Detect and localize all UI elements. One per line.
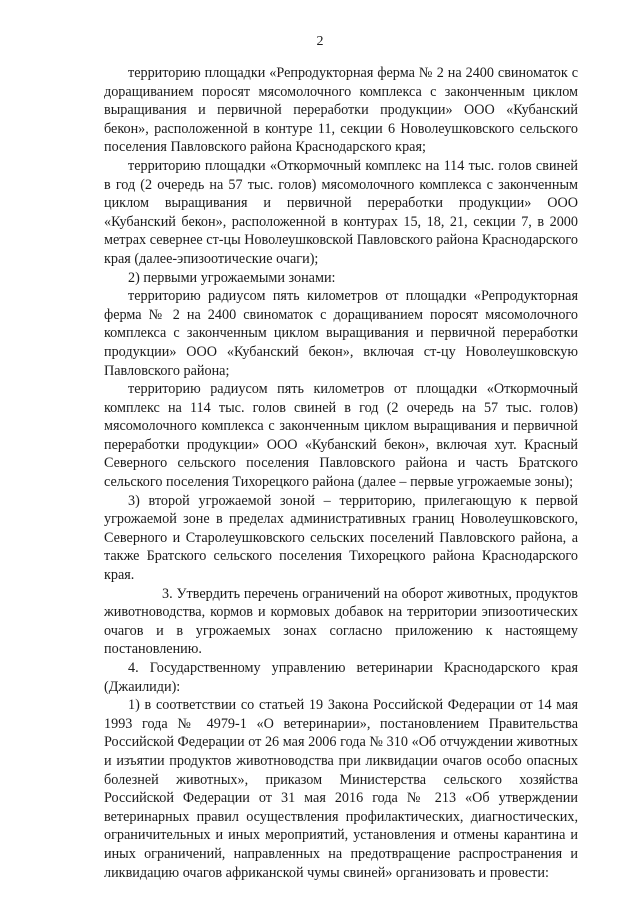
paragraph-item-4-veterinary-department: 4. Государственному управлению ветеринарии Краснодарского края (Джаилиди):: [104, 660, 578, 695]
paragraph-first-zone-fattening: территорию радиусом пять километров от площадки «Откормочный комплекс на 114 тыс. голов свиней в год (2 очередь на 57 тыс. голов) мясомолочного комплекса с законченным циклом выращивания и первичной переработки продукции» ООО «Кубанский бекон», включая хут. Красный Северного сельского поселения Павловского района и часть Братского сельского поселения Тихорецкого района (далее – первые угрожаемые зоны);: [104, 381, 578, 491]
paragraph-fattening-complex-territory: территорию площадки «Откормочный комплекс на 114 тыс. голов свиней в год (2 очередь на 57 тыс. голов) мясомолочного комплекса с законченным циклом выращивания и первичной переработки продукции» ООО «Кубанский бекон», расположенной в контурах 15, 18, 21, секции 7, в 2000 метрах севернее ст-цы Новолеушковской Павловского района Краснодарского края (далее-эпизоотические очаги);: [104, 157, 578, 267]
page-number: 2: [316, 34, 324, 49]
paragraph-first-threat-zones-heading: 2) первыми угрожаемыми зонами:: [128, 269, 336, 286]
paragraph-item-4-1-legal-basis: 1) в соответствии со статьей 19 Закона Российской Федерации от 14 мая 1993 года № 4979-1 «О ветеринарии», постановлением Правительства Российской Федерации от 26 мая 2006 года № 310 «Об отчуждении животных и изъятии продуктов животноводства при ликвидации очагов особо опасных болезней животных», приказом Министерства сельского хозяйства Российской Федерации от 31 мая 2016 года № 213 «Об утверждении ветеринарных правил осуществления профилактических, диагностических, ограничительных и иных мероприятий, установления и отмены карантина и иных ограничений, направленных на предотвращение распространения и ликвидацию очагов африканской чумы свиней» организовать и провести:: [104, 697, 578, 881]
paragraph-first-zone-farm-2: территорию радиусом пять километров от площадки «Репродукторная ферма № 2 на 2400 свиноматок с доращиванием поросят мясомолочного комплекса с законченным циклом выращивания и первичной переработки продукции» ООО «Кубанский бекон», включая ст-цу Новолеушковскую Павловского района;: [104, 288, 578, 379]
document-body: [104, 64, 578, 882]
paragraph-item-3-restrictions: 3. Утвердить перечень ограничений на оборот животных, продуктов животноводства, кормов и кормовых добавок на территории эпизоотических очагов и в угрожаемых зонах согласно приложению к настоящему постановлению.: [104, 585, 578, 658]
paragraph-second-threat-zone: 3) второй угрожаемой зоной – территорию, прилегающую к первой угрожаемой зоне в пределах административных границ Новолеушковского, Северного и Старолеушковского сельских поселений Павловского района, а также Братского сельского поселения Тихорецкого района Краснодарского края.: [104, 492, 578, 584]
paragraph-farm-2-territory: территорию площадки «Репродукторная ферма № 2 на 2400 свиноматок с доращиванием поросят мясомолочного комплекса с законченным циклом выращивания и первичной переработки продукции» ООО «Кубанский бекон», расположенной в контуре 11, секции 6 Новолеушковского сельского поселения Павловского района Краснодарского края;: [104, 65, 578, 156]
